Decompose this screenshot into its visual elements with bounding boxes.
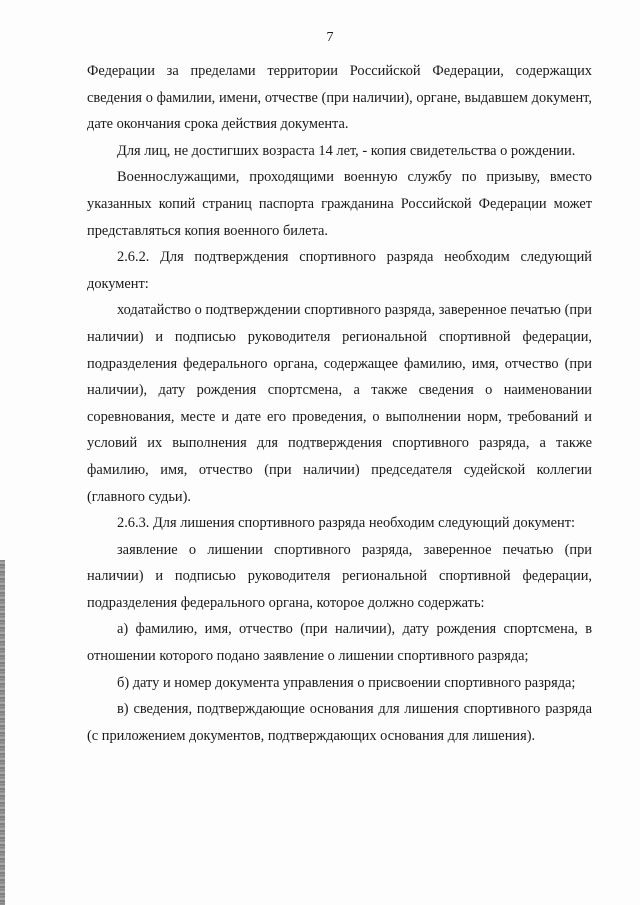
paragraph-confirmation-petition: ходатайство о подтверждении спортивного разряда, заверенное печатью (при наличии) и подписью руководителя региональной спортивной федерации, подразделения федерального органа, содержащее фамилию, имя, отчество (при наличии), дату рождения спортсмена, а также сведения о наименовании соревнования, месте и дате его проведения, о выполнении норм, требований и условий их выполнения для подтверждения спортивного разряда, а также фамилию, имя, отчество (при наличии) председателя судейской коллегии (главного судьи).: [87, 302, 592, 505]
paragraph-continuation: Федерации за пределами территории Российской Федерации, содержащих сведения о фамилии, имени, отчестве (при наличии), органе, выдавшем документ, дате окончания срока действия документа.: [87, 63, 592, 133]
clause-2-6-3: 2.6.3. Для лишения спортивного разряда необходим следующий документ:: [117, 515, 575, 532]
paragraph-minors-certificate: Для лиц, не достигших возраста 14 лет, - копия свидетельства о рождении.: [117, 142, 576, 159]
list-item-a: а) фамилию, имя, отчество (при наличии), дату рождения спортсмена, в отношении которого подано заявление о лишении спортивного разряда;: [87, 621, 592, 665]
paragraph-military-ticket: Военнослужащими, проходящими военную службу по призыву, вместо указанных копий страниц паспорта гражданина Российской Федерации может представляться копия военного билета.: [87, 169, 592, 239]
scan-edge-artifact: [0, 560, 5, 905]
paragraph-deprivation-statement: заявление о лишении спортивного разряда, заверенное печатью (при наличии) и подписью руководителя региональной спортивной федерации, подразделения федерального органа, которое должно содержать:: [87, 541, 592, 611]
document-body: [87, 58, 592, 749]
clause-2-6-2: 2.6.2. Для подтверждения спортивного разряда необходим следующий документ:: [87, 249, 592, 292]
list-item-b: б) дату и номер документа управления о присвоении спортивного разряда;: [117, 674, 576, 691]
page-number: 7: [326, 30, 334, 45]
list-item-c: в) сведения, подтверждающие основания для лишения спортивного разряда (с приложением документов, подтверждающих основания для лишения).: [87, 701, 592, 744]
